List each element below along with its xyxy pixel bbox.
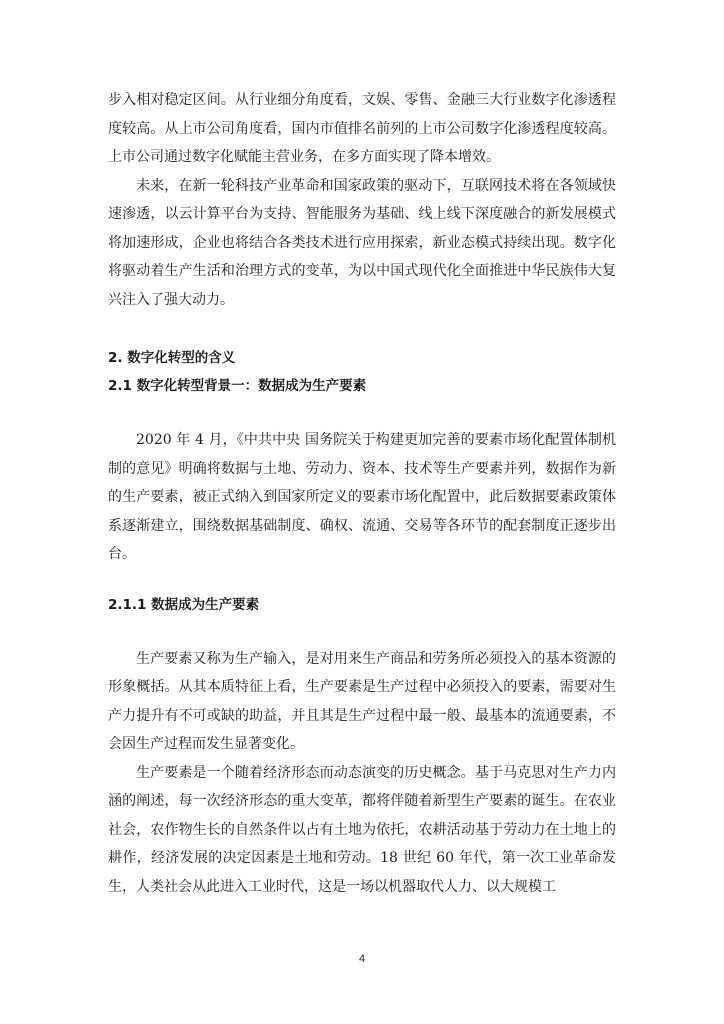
section-heading-2-1-1: 2.1.1 数据成为生产要素 (108, 596, 260, 613)
body-paragraph: 生产要素是一个随着经济形态而动态演变的历史概念。基于马克思对生产力内涵的阐述，每一次经济形态的重大变革，都将伴随着新型生产要素的诞生。在农业社会，农作物生长的自然条件以占有土地为依托，农耕活动基于劳动力在土地上的耕作，经济发展的决定因素是土地和劳动。18 世纪 60 年代，第一次工业革命发生，人类社会从此进入工业时代，这是一场以机器取代人力、以大规模工 (108, 764, 616, 895)
body-paragraph: 未来，在新一轮科技产业革命和国家政策的驱动下，互联网技术将在各领域快速渗透，以云计算平台为支持、智能服务为基础、线上线下深度融合的新发展模式将加速形成，企业也将结合各类技术进行应用探索，新业态模式持续出现。数字化将驱动着生产生活和治理方式的变革，为以中国式现代化全面推进中华民族伟大复兴注入了强大动力。 (108, 177, 616, 308)
page-number: 4 (358, 953, 366, 965)
section-heading-2: 2. 数字化转型的含义 (108, 350, 236, 366)
body-paragraph: 步入相对稳定区间。从行业细分角度看，文娱、零售、金融三大行业数字化渗透程度较高。从上市公司角度看，国内市值排名前列的上市公司数字化渗透程度较高。上市公司通过数字化赋能主营业务，在多方面实现了降本增效。 (108, 92, 616, 165)
body-paragraph: 2020 年 4 月，《中共中央 国务院关于构建更加完善的要素市场化配置体制机制的意见》明确将数据与土地、劳动力、资本、技术等生产要素并列，数据作为新的生产要素，被正式纳入到国家所定义的要素市场化配置中，此后数据要素政策体系逐渐建立，围绕数据基础制度、确权、流通、交易等各环节的配套制度正逐步出台。 (108, 432, 616, 562)
section-heading-2-1: 2.1 数字化转型背景一：数据成为生产要素 (108, 378, 367, 394)
document-body (108, 86, 616, 901)
body-paragraph: 生产要素又称为生产输入，是对用来生产商品和劳务所必须投入的基本资源的形象概括。从其本质特征上看，生产要素是生产过程中必须投入的要素，需要对生产力提升有不可或缺的助益，并且其是生产过程中最一般、最基本的流通要素，不会因生产过程而发生显著变化。 (108, 650, 616, 752)
